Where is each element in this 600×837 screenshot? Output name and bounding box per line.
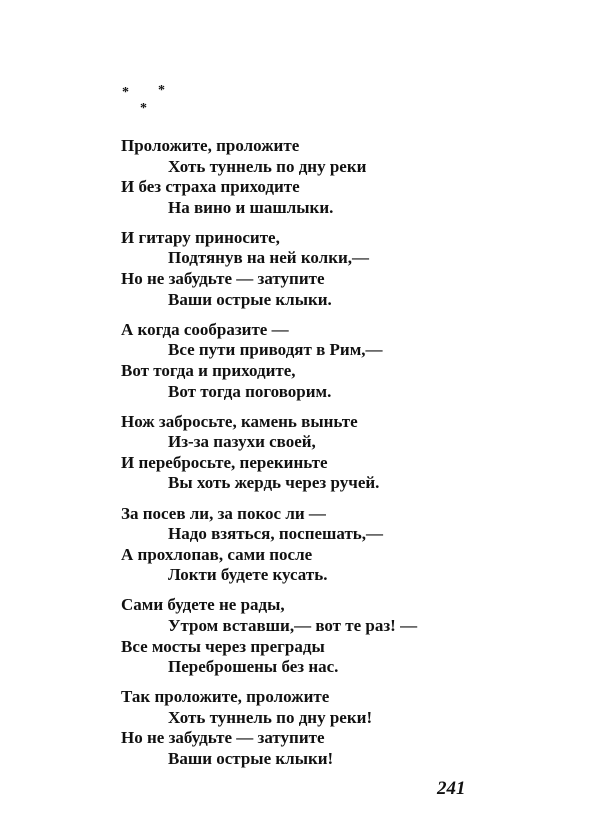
verse-line: А прохлопав, сами после	[121, 544, 313, 564]
verse-line: Но не забудьте — затупите	[121, 728, 325, 748]
verse-line: Все пути приводят в Рим,—	[168, 340, 383, 360]
stanza	[121, 228, 417, 310]
verse-line: А когда сообразите —	[121, 319, 289, 339]
verse-line: Утром вставши,— вот те раз! —	[168, 615, 418, 635]
verse-line: Вы хоть жердь через ручей.	[168, 473, 380, 493]
verse-line: Локти будете кусать.	[168, 565, 328, 585]
verse-line: Но не забудьте — затупите	[121, 269, 325, 289]
verse-line: И без страха приходите	[121, 177, 300, 197]
asterisk-icon: *	[158, 83, 165, 98]
verse-line: Вот тогда и приходите,	[121, 360, 296, 380]
verse-line: Ваши острые клыки.	[168, 289, 332, 309]
verse-line: Сами будете не рады,	[121, 595, 285, 615]
verse-line: Переброшены без нас.	[168, 657, 339, 677]
verse-line: И перебросьте, перекиньте	[121, 452, 328, 472]
verse-line: Нож забросьте, камень выньте	[121, 411, 358, 431]
verse-line: За посев ли, за покос ли —	[121, 503, 326, 523]
verse-line: Ваши острые клыки!	[168, 749, 334, 769]
stanza	[121, 320, 417, 402]
page-number: 241	[437, 778, 466, 799]
stanza	[121, 504, 417, 586]
verse-line: Хоть туннель по дну реки	[168, 156, 367, 176]
verse-line: Все мосты через преграды	[121, 636, 325, 656]
verse-line: Из-за пазухи своей,	[168, 432, 316, 452]
stanza	[121, 595, 417, 677]
verse-line: На вино и шашлыки.	[168, 197, 334, 217]
verse-line: Подтянув на ней колки,—	[168, 248, 370, 268]
verse-line: Вот тогда поговорим.	[168, 381, 332, 401]
section-ornament	[118, 80, 178, 120]
verse-line: Хоть туннель по дну реки!	[168, 707, 373, 727]
stanza	[121, 136, 417, 218]
poem	[121, 136, 417, 779]
stanza	[121, 687, 417, 769]
verse-line: Так проложите, проложите	[121, 687, 330, 707]
stanza	[121, 412, 417, 494]
asterisk-icon: *	[140, 101, 147, 116]
verse-line: Проложите, проложите	[121, 136, 300, 155]
verse-line: И гитару приносите,	[121, 227, 280, 247]
verse-line: Надо взяться, поспешать,—	[168, 524, 384, 544]
asterisk-icon: *	[122, 85, 129, 100]
